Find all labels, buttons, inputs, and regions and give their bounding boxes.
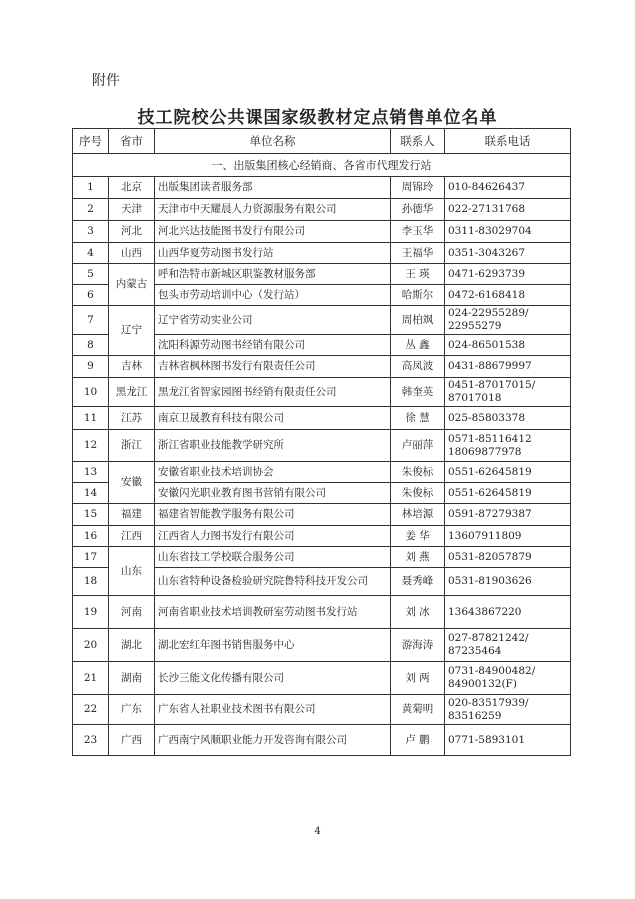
row-phone: 0731-84900482/ 84900132(F): [445, 662, 571, 695]
row-phone: 0531-82057879: [445, 547, 571, 568]
row-province: 广东: [109, 695, 155, 725]
row-unit-name: 福建省智能教学服务有限公司: [155, 504, 391, 526]
row-contact: 卢 鹏: [391, 725, 445, 756]
row-phone: 024-86501538: [445, 335, 571, 356]
section-heading: 一、出版集团核心经销商、各省市代理发行站: [73, 154, 571, 177]
row-number: 12: [73, 430, 109, 462]
page-number: 4: [314, 826, 321, 837]
row-unit-name: 天津市中天耀晨人力资源服务有限公司: [155, 199, 391, 221]
table-row: [73, 725, 571, 756]
header-unit-name: 单位名称: [155, 129, 391, 154]
row-number: 4: [73, 243, 109, 264]
row-contact: 高凤波: [391, 356, 445, 378]
table-row: [73, 430, 571, 462]
row-contact: 朱俊标: [391, 483, 445, 504]
row-phone: 0771-5893101: [445, 725, 571, 756]
header-province: 省市: [109, 129, 155, 154]
table-row: [73, 695, 571, 725]
row-unit-name: 安徽省职业技术培训协会: [155, 462, 391, 483]
row-number: 10: [73, 378, 109, 407]
row-province: 内蒙古: [109, 264, 155, 306]
row-unit-name: 山西华夏劳动图书发行站: [155, 243, 391, 264]
row-province: 山东: [109, 547, 155, 596]
row-province: 辽宁: [109, 306, 155, 356]
row-number: 7: [73, 306, 109, 335]
row-number: 18: [73, 568, 109, 596]
section-row: [73, 154, 571, 177]
row-contact: 李玉华: [391, 221, 445, 243]
row-unit-name: 黑龙江省智家园图书经销有限责任公司: [155, 378, 391, 407]
header-phone: 联系电话: [445, 129, 571, 154]
row-province: 吉林: [109, 356, 155, 378]
row-unit-name: 湖北宏红年图书销售服务中心: [155, 629, 391, 662]
table-row: [73, 462, 571, 483]
row-unit-name: 广西南宁风顺职业能力开发咨询有限公司: [155, 725, 391, 756]
row-contact: 韩奎英: [391, 378, 445, 407]
row-province: 北京: [109, 177, 155, 199]
table-row: [73, 264, 571, 285]
row-contact: 孙德华: [391, 199, 445, 221]
row-contact: 刘 冰: [391, 596, 445, 629]
row-contact: 卢丽萍: [391, 430, 445, 462]
row-phone: 0451-87017015/ 87017018: [445, 378, 571, 407]
row-contact: 哈斯尔: [391, 285, 445, 306]
row-phone: 0591-87279387: [445, 504, 571, 526]
table-row: [73, 526, 571, 547]
row-phone: 024-22955289/ 22955279: [445, 306, 571, 335]
row-contact: 周锦玲: [391, 177, 445, 199]
row-number: 11: [73, 407, 109, 430]
row-number: 2: [73, 199, 109, 221]
row-contact: 丛 鑫: [391, 335, 445, 356]
table-row: [73, 547, 571, 568]
row-number: 15: [73, 504, 109, 526]
row-contact: 王福华: [391, 243, 445, 264]
row-province: 福建: [109, 504, 155, 526]
row-contact: 聂秀峰: [391, 568, 445, 596]
row-contact: 游海涛: [391, 629, 445, 662]
row-number: 21: [73, 662, 109, 695]
row-number: 6: [73, 285, 109, 306]
row-phone: 010-84626437: [445, 177, 571, 199]
row-number: 9: [73, 356, 109, 378]
row-number: 20: [73, 629, 109, 662]
table-row: [73, 596, 571, 629]
row-contact: 朱俊标: [391, 462, 445, 483]
table-row: [73, 378, 571, 407]
row-province: 广西: [109, 725, 155, 756]
row-number: 17: [73, 547, 109, 568]
row-unit-name: 长沙三能文化传播有限公司: [155, 662, 391, 695]
header-contact: 联系人: [391, 129, 445, 154]
row-unit-name: 辽宁省劳动实业公司: [155, 306, 391, 335]
table-body: [73, 154, 571, 756]
row-contact: 周柏飒: [391, 306, 445, 335]
row-contact: 徐 慧: [391, 407, 445, 430]
row-phone: 0551-62645819: [445, 483, 571, 504]
header-no: 序号: [73, 129, 109, 154]
table-row: [73, 629, 571, 662]
table-row: [73, 199, 571, 221]
attachment-label: 附件: [92, 73, 120, 89]
row-phone: 0311-83029704: [445, 221, 571, 243]
row-phone: 022-27131768: [445, 199, 571, 221]
row-contact: 刘 两: [391, 662, 445, 695]
row-number: 5: [73, 264, 109, 285]
table-row: [73, 306, 571, 335]
row-province: 江苏: [109, 407, 155, 430]
row-province: 湖南: [109, 662, 155, 695]
row-number: 8: [73, 335, 109, 356]
row-unit-name: 安徽闪光职业教育图书营销有限公司: [155, 483, 391, 504]
row-unit-name: 吉林省枫林图书发行有限责任公司: [155, 356, 391, 378]
table-row: [73, 407, 571, 430]
row-contact: 林培源: [391, 504, 445, 526]
table-header-row: [73, 129, 571, 154]
row-unit-name: 南京卫晟教育科技有限公司: [155, 407, 391, 430]
table-row: [73, 221, 571, 243]
row-number: 16: [73, 526, 109, 547]
row-province: 河北: [109, 221, 155, 243]
row-province: 浙江: [109, 430, 155, 462]
row-number: 23: [73, 725, 109, 756]
table-row: [73, 177, 571, 199]
row-number: 13: [73, 462, 109, 483]
row-unit-name: 出版集团读者服务部: [155, 177, 391, 199]
row-province: 山西: [109, 243, 155, 264]
document-title: 技工院校公共课国家级教材定点销售单位名单: [137, 108, 498, 128]
row-phone: 0471-6293739: [445, 264, 571, 285]
row-unit-name: 山东省技工学校联合服务公司: [155, 547, 391, 568]
row-province: 黑龙江: [109, 378, 155, 407]
row-province: 安徽: [109, 462, 155, 504]
row-phone: 0571-85116412 18069877978: [445, 430, 571, 462]
row-phone: 025-85803378: [445, 407, 571, 430]
row-contact: 刘 燕: [391, 547, 445, 568]
row-phone: 0531-81903626: [445, 568, 571, 596]
sales-units-table: [72, 128, 571, 756]
row-province: 湖北: [109, 629, 155, 662]
row-unit-name: 浙江省职业技能教学研究所: [155, 430, 391, 462]
table-row: [73, 662, 571, 695]
row-unit-name: 江西省人力图书发行有限公司: [155, 526, 391, 547]
row-unit-name: 河南省职业技术培训教研室劳动图书发行站: [155, 596, 391, 629]
row-phone: 0431-88679997: [445, 356, 571, 378]
row-contact: 王 瑛: [391, 264, 445, 285]
row-phone: 13607911809: [445, 526, 571, 547]
row-number: 1: [73, 177, 109, 199]
row-number: 14: [73, 483, 109, 504]
row-number: 3: [73, 221, 109, 243]
row-phone: 0351-3043267: [445, 243, 571, 264]
row-number: 22: [73, 695, 109, 725]
row-province: 天津: [109, 199, 155, 221]
row-number: 19: [73, 596, 109, 629]
row-contact: 姜 华: [391, 526, 445, 547]
row-unit-name: 广东省人社职业技术图书有限公司: [155, 695, 391, 725]
row-phone: 0472-6168418: [445, 285, 571, 306]
row-phone: 0551-62645819: [445, 462, 571, 483]
row-unit-name: 沈阳科源劳动图书经销有限公司: [155, 335, 391, 356]
row-unit-name: 包头市劳动培训中心（发行站）: [155, 285, 391, 306]
row-contact: 黄菊明: [391, 695, 445, 725]
row-province: 河南: [109, 596, 155, 629]
table-row: [73, 356, 571, 378]
row-province: 江西: [109, 526, 155, 547]
row-unit-name: 呼和浩特市新城区职鉴教材服务部: [155, 264, 391, 285]
row-unit-name: 山东省特种设备检验研究院鲁特科技开发公司: [155, 568, 391, 596]
row-phone: 027-87821242/ 87235464: [445, 629, 571, 662]
table-row: [73, 504, 571, 526]
table-row: [73, 243, 571, 264]
row-phone: 020-83517939/ 83516259: [445, 695, 571, 725]
row-phone: 13643867220: [445, 596, 571, 629]
row-unit-name: 河北兴达技能图书发行有限公司: [155, 221, 391, 243]
